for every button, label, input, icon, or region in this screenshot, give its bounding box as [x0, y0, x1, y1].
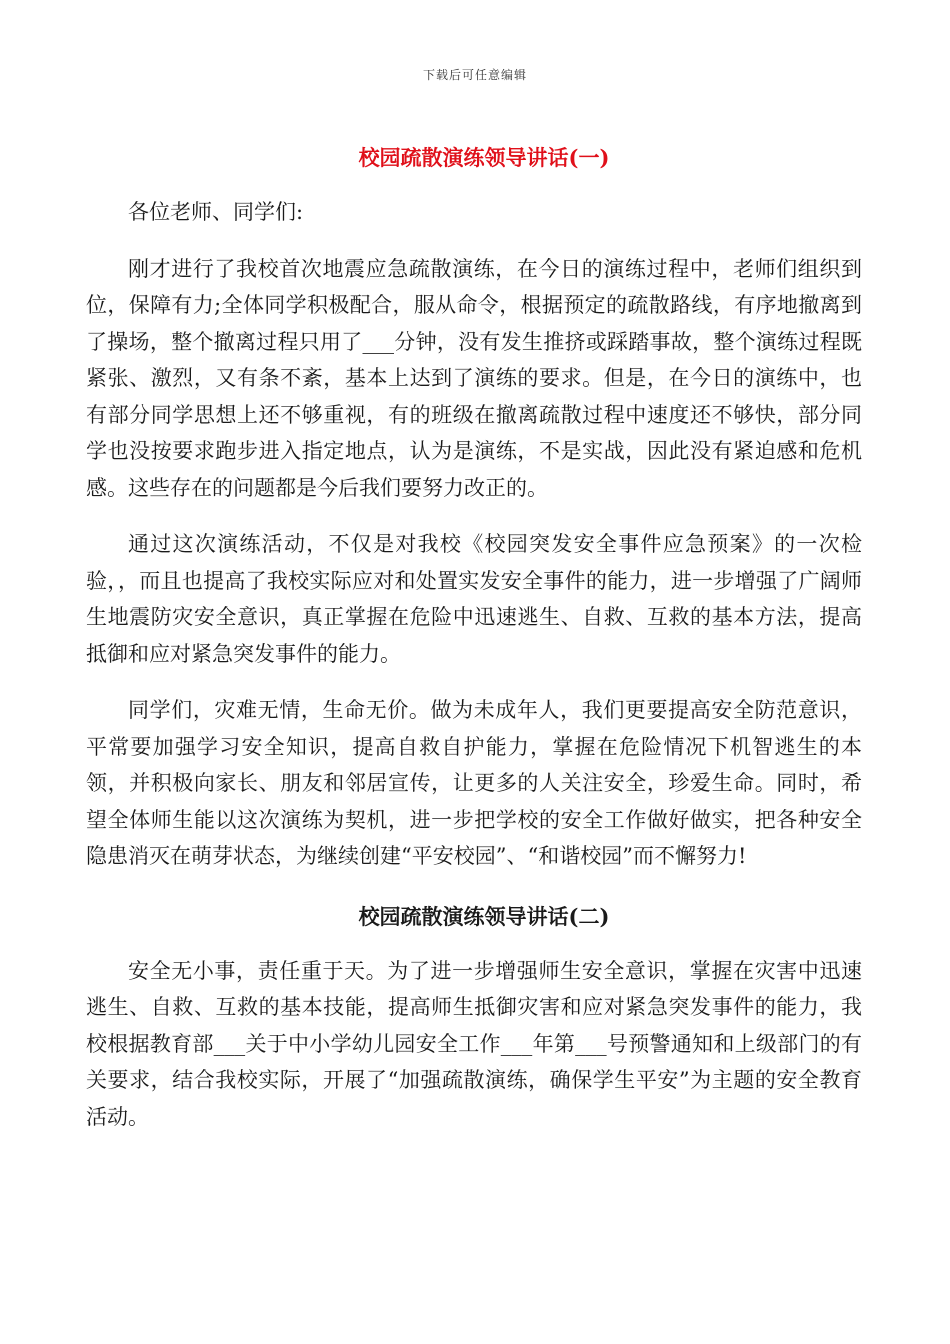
section1-paragraph-1: 刚才进行了我校首次地震应急疏散演练，在今日的演练过程中，老师们组织到位，保障有力;全体同学积极配合，服从命令，根据预定的疏散路线，有序地撤离到了操场，整个撤离过程只用了___分钟，没有发生推挤或踩踏事故，整个演练过程既紧张、激烈，又有条不紊，基本上达到了演练的要求。但是，在今日的演练中，也有部分同学思想上还不够重视，有的班级在撤离疏散过程中速度还不够快，部分同学也没按要求跑步进入指定地点，认为是演练，不是实战，因此没有紧迫感和危机感。这些存在的问题都是今后我们要努力改正的。: [86, 256, 862, 500]
header-note: 下载后可任意编辑: [422, 68, 527, 82]
section1-paragraph-3: 同学们，灾难无情，生命无价。做为未成年人，我们更要提高安全防范意识，平常要加强学习安全知识，提高自救自护能力，掌握在危险情况下机智逃生的本领，并积极向家长、朋友和邻居宣传，让更多的人关注安全，珍爱生命。同时，希望全体师生能以这次演练为契机，进一步把学校的安全工作做好做实，把各种安全隐患消灭在萌芽状态，为继续创建“平安校园”、“和谐校园”而不懈努力!: [86, 698, 862, 868]
section1-title: 校园疏散演练领导讲话(一): [358, 145, 610, 170]
section1-paragraph-2: 通过这次演练活动，不仅是对我校《校园突发安全事件应急预案》的一次检验，，而且也提高了我校实际应对和处置实发安全事件的能力，进一步增强了广阔师生地震防灾安全意识，真正掌握在危险中迅速逃生、自救、互救的基本方法，提高抵御和应对紧急突发事件的能力。: [86, 532, 862, 666]
document-body: [86, 138, 862, 1135]
section2-paragraph-1: 安全无小事，责任重于天。为了进一步增强师生安全意识，掌握在灾害中迅速逃生、自救、互救的基本技能，提高师生抵御灾害和应对紧急突发事件的能力，我校根据教育部___关于中小学幼儿园安全工作___年第___号预警通知和上级部门的有关要求，结合我校实际，开展了“加强疏散演练，确保学生平安”为主题的安全教育活动。: [86, 958, 862, 1129]
section2-title: 校园疏散演练领导讲话(二): [358, 903, 610, 929]
greeting: 各位老师、同学们:: [128, 200, 304, 224]
